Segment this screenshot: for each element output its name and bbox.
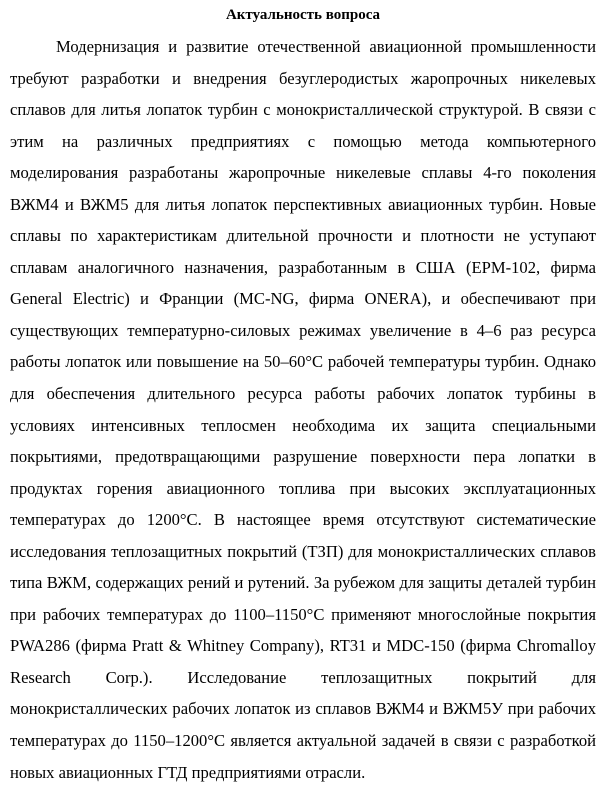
body-paragraph: Модернизация и развитие отечественной авиационной промышленности требуют разработки и внедрения безуглеродистых жаропрочных никелевых сплавов для литья лопаток турбин с монокристаллической структурой. В связи с этим на различных предприятиях с помощью метода компьютерного моделирования разработаны жаропрочные никелевые сплавы 4-го поколения ВЖМ4 и ВЖМ5 для литья лопаток перспективных авиационных турбин. Новые сплавы по характеристикам длительной прочности и плотности не уступают сплавам аналогичного назначения, разработанным в США (EPM-102, фирма General Electric) и Франции (MC-NG, фирма ONERA), и обеспечивают при существующих температурно-силовых режимах увеличение в 4–6 раз ресурса работы лопаток или повышение на 50–60°С рабочей температуры турбин. Однако для обеспечения длительного ресурса работы рабочих лопаток турбины в условиях интенсивных теплосмен необходима их защита специальными покрытиями, предотвращающими разрушение поверхности пера лопатки в продуктах горения авиационного топлива при высоких эксплуатационных температурах до 1200°С. В настоящее время отсутствуют систематические исследования теплозащитных покрытий (ТЗП) для монокристаллических сплавов типа ВЖМ, содержащих рений и рутений. За рубежом для защиты деталей турбин при рабочих температурах до 1100–1150°С применяют многослойные покрытия PWA286 (фирма Pratt & Whitney Company), RT31 и MDC-150 (фирма Chromalloy Research Corp.). Исследование теплозащитных покрытий для монокристаллических рабочих лопаток из сплавов ВЖМ4 и ВЖМ5У при рабочих температурах до 1150–1200°С является актуальной задачей в связи с разработкой новых авиационных ГТД предприятиями отрасли. xyxy=(10,37,596,782)
document-title: Актуальность вопроса xyxy=(225,7,381,23)
